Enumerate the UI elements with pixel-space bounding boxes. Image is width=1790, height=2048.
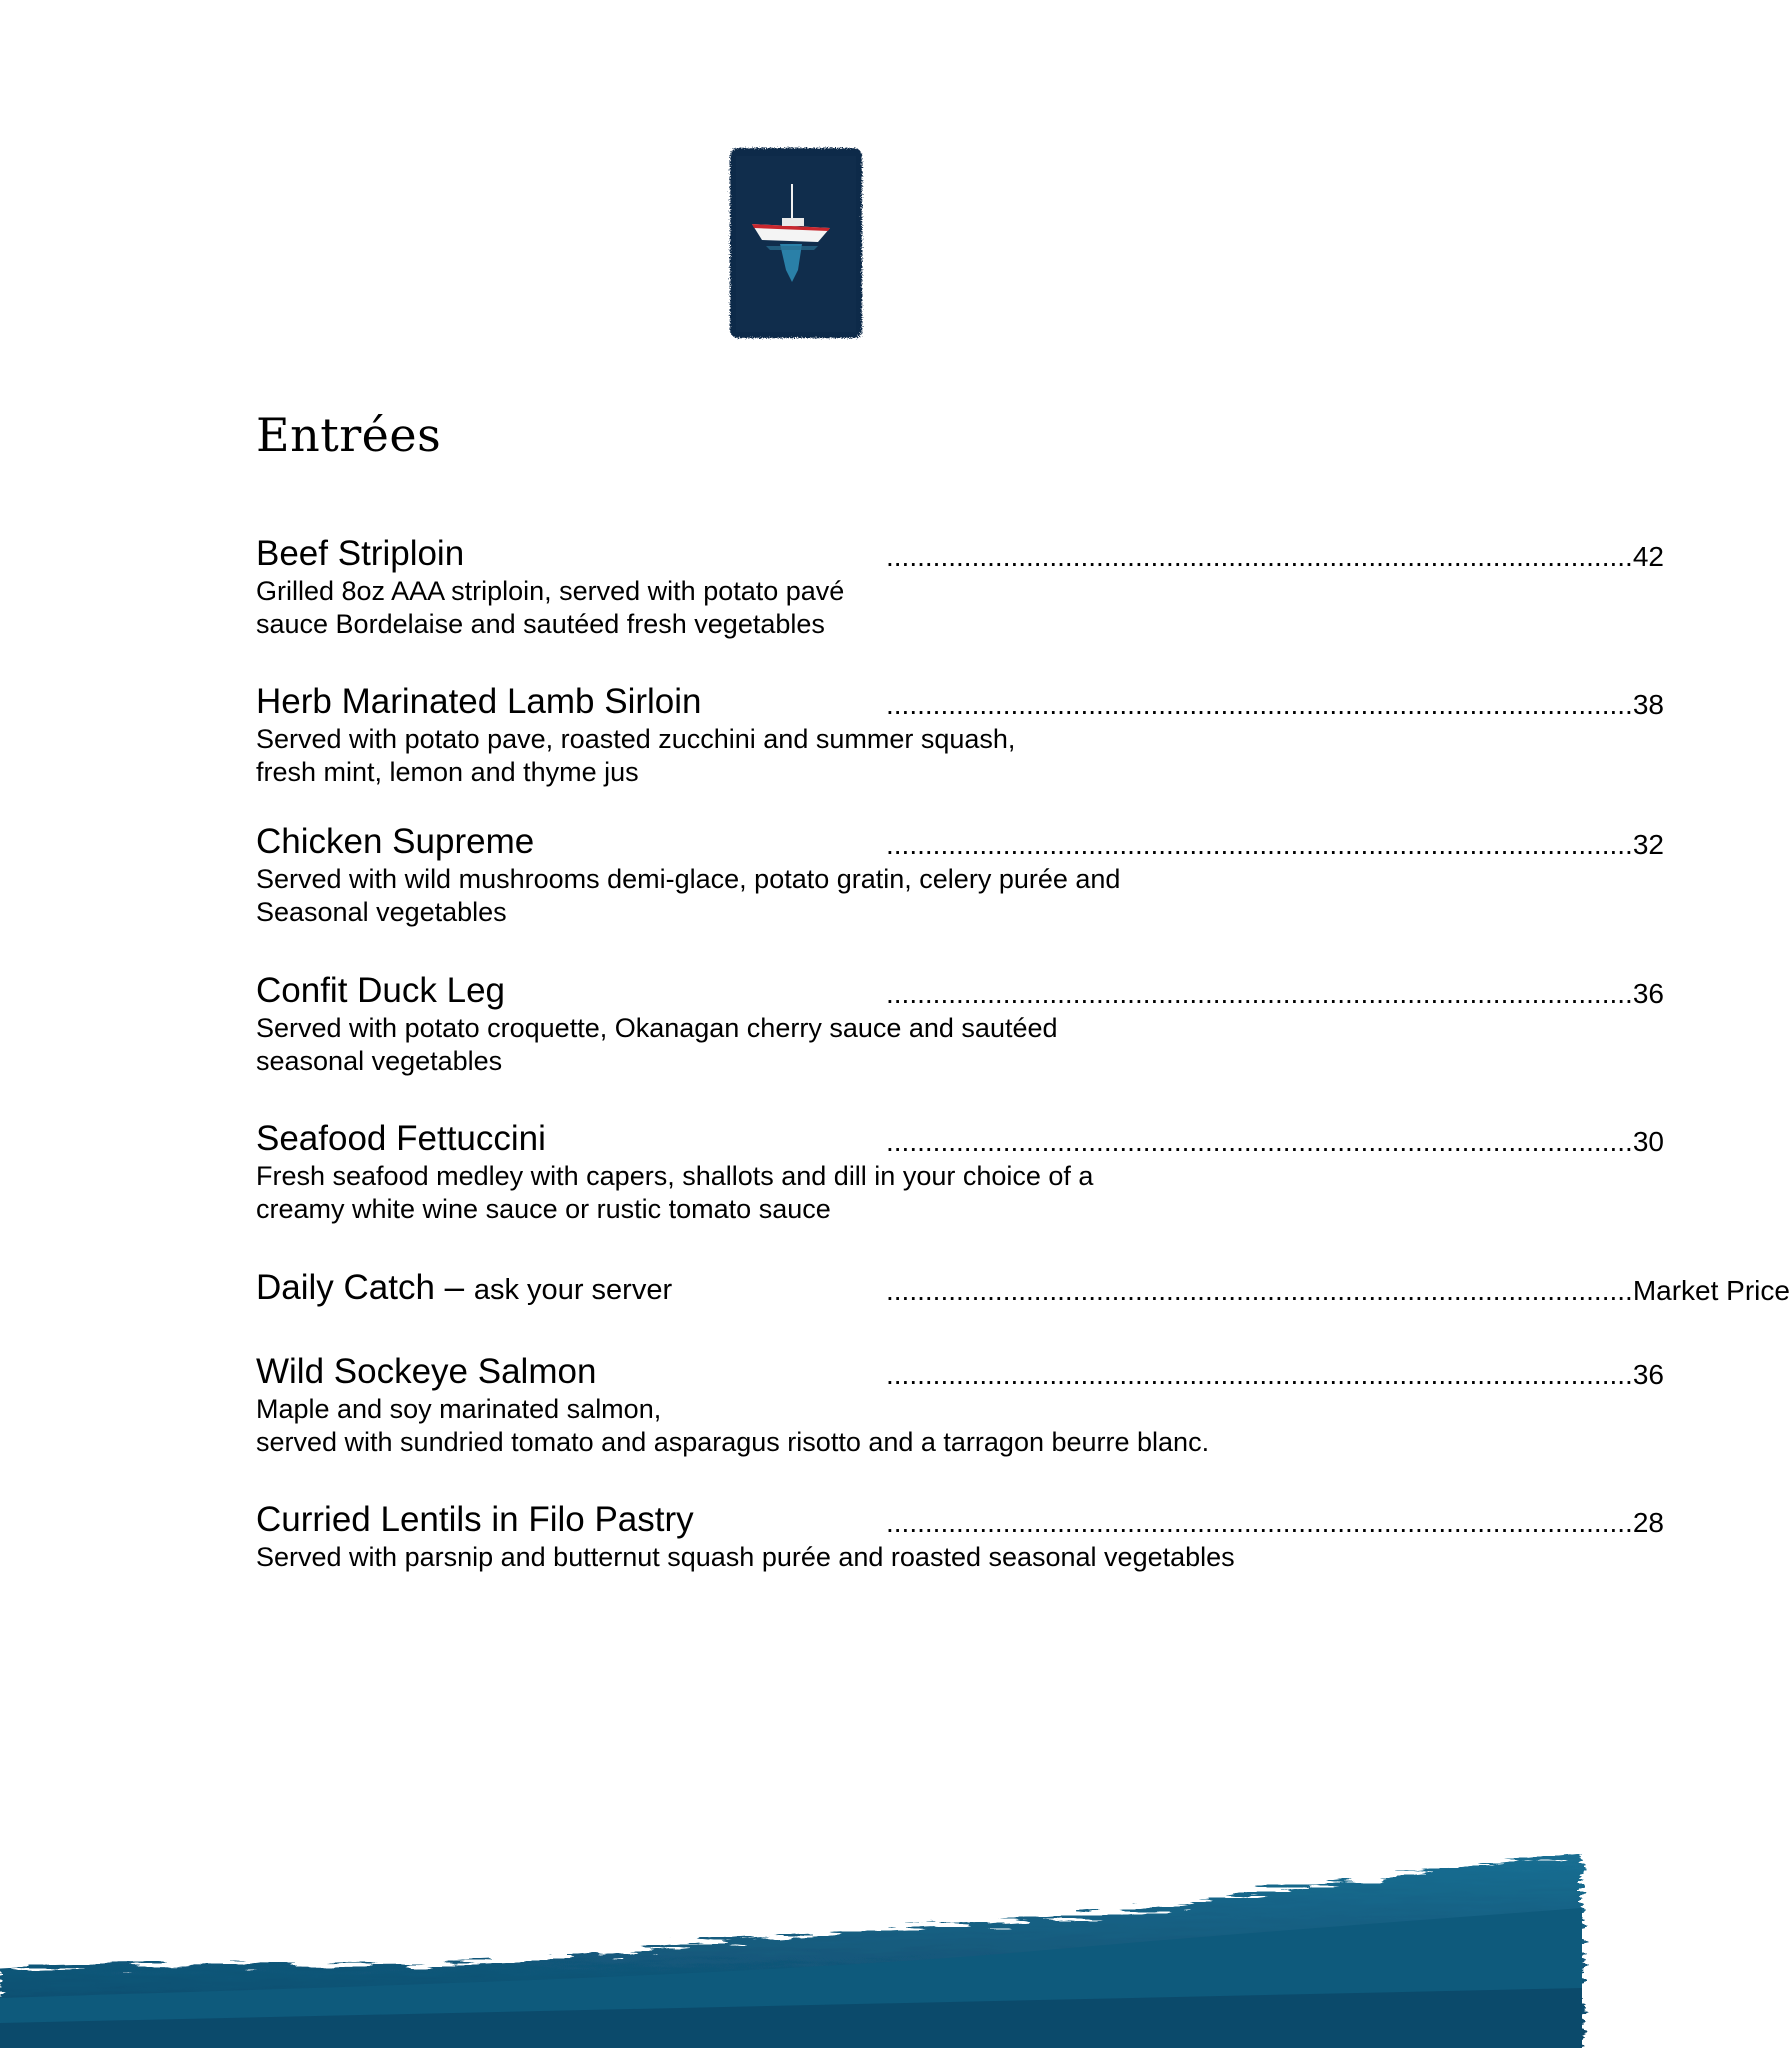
item-price: Market Price	[1632, 1275, 1790, 1306]
price-leader: ................................................................................................ 42	[886, 539, 1336, 575]
item-description-line: Maple and soy marinated salmon,	[256, 1394, 662, 1424]
price-leader: ................................................................................................ 36	[886, 1357, 1336, 1393]
item-description-line: fresh mint, lemon and thyme jus	[256, 757, 639, 787]
item-price: 30	[1632, 1126, 1664, 1157]
item-description-line: creamy white wine sauce or rustic tomato sauce	[256, 1194, 831, 1224]
item-description-line: Served with potato croquette, Okanagan cherry sauce and sautéed	[256, 1013, 1058, 1043]
menu-item	[256, 821, 1664, 929]
item-note: ask your server	[473, 1274, 673, 1306]
item-price: 38	[1632, 689, 1664, 720]
item-name-text: Daily Catch –	[256, 1268, 474, 1307]
item-name: Beef Striploin	[256, 534, 465, 573]
item-description-line: sauce Bordelaise and sautéed fresh vegetables	[256, 609, 825, 639]
item-price: 36	[1632, 1359, 1664, 1390]
menu-item	[256, 1351, 1664, 1459]
price-leader: ................................................................................................ 36	[886, 976, 1336, 1012]
menu-item	[256, 1118, 1664, 1226]
menu-item	[256, 970, 1664, 1078]
section-title: Entrées	[256, 408, 442, 462]
price-leader: ................................................................................................ 38	[886, 687, 1336, 723]
item-description-line: Fresh seafood medley with capers, shallots and dill in your choice of a	[256, 1161, 1094, 1191]
item-name: Curried Lentils in Filo Pastry	[256, 1500, 694, 1539]
item-price: 32	[1632, 829, 1664, 860]
menu-item	[256, 533, 1664, 641]
price-leader: ................................................................................................ Market Price	[886, 1273, 1336, 1309]
item-price: 28	[1632, 1507, 1664, 1538]
item-description-line: Served with wild mushrooms demi-glace, potato gratin, celery purée and	[256, 864, 1121, 894]
price-leader: ................................................................................................ 28	[886, 1505, 1336, 1541]
item-name: Wild Sockeye Salmon	[256, 1352, 597, 1391]
item-price: 42	[1632, 541, 1664, 572]
menu-item	[256, 1499, 1664, 1574]
item-description-line: seasonal vegetables	[256, 1046, 503, 1076]
item-description-line: Served with potato pave, roasted zucchini and summer squash,	[256, 724, 1016, 754]
menu-item	[256, 681, 1664, 789]
menu-item	[256, 1267, 1790, 1309]
item-description-line: Served with parsnip and butternut squash purée and roasted seasonal vegetables	[256, 1542, 1235, 1572]
price-leader: ................................................................................................ 30	[886, 1124, 1336, 1160]
item-name: Seafood Fettuccini	[256, 1119, 546, 1158]
item-price: 36	[1632, 978, 1664, 1009]
item-name	[256, 1267, 672, 1311]
item-name: Confit Duck Leg	[256, 971, 506, 1010]
brush-wave-decoration	[0, 1828, 1582, 2048]
item-description-line: served with sundried tomato and asparagus risotto and a tarragon beurre blanc.	[256, 1427, 1210, 1457]
item-description-line: Seasonal vegetables	[256, 897, 507, 927]
item-name: Chicken Supreme	[256, 822, 535, 861]
item-name: Herb Marinated Lamb Sirloin	[256, 682, 702, 721]
sailboat-logo	[722, 142, 870, 342]
price-leader: ................................................................................................ 32	[886, 827, 1336, 863]
item-description-line: Grilled 8oz AAA striploin, served with potato pavé	[256, 576, 845, 606]
